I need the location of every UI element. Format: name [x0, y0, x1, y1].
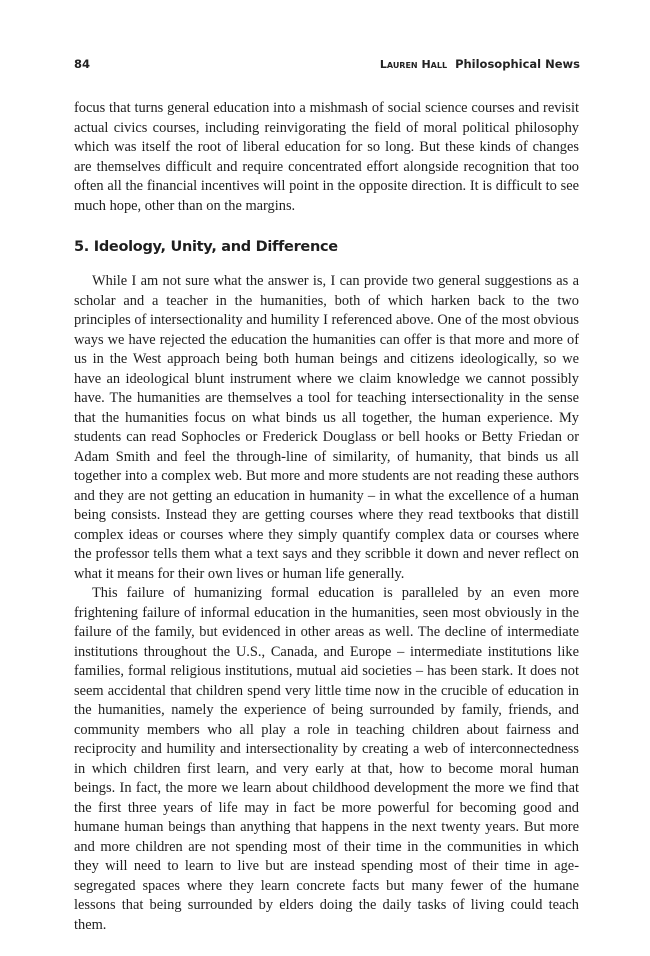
- continued-paragraph-block: [74, 99, 579, 216]
- journal-title: Philosophical News: [455, 57, 580, 71]
- body-paragraph: While I am not sure what the answer is, I can provide two general suggestions as a scholar and a teacher in the humanities, both of which harken back to the two principles of intersectionality and humility I referenced above. One of the most obvious ways we have rejected the education the humanities can offer is that more and more of us in the West approach being both human beings and citizens ideologically, so we have an ideological blunt instrument where we claim knowledge we cannot possibly have. The humanities are themselves a tool for teaching intersectionality in the sense that the humanities focus on what binds us all together, the human experience. My students can read Sophocles or Frederick Douglass or bell hooks or Betty Friedan or Adam Smith and feel the through-line of similarity, of humanity, that binds us all together into a complex web. But more and more students are not reading these authors and they are not getting an education in humanity – in what the excellence of a human being consists. Instead they are getting courses where they read textbooks that distill complex ideas or courses where they simply quantify complex data or courses where the professor tells them what a text says and they scribble it down and never reflect on what it means for their own lives or human life generally.: [74, 273, 579, 582]
- body-paragraph: focus that turns general education into a mishmash of social science courses and revisit actual civics courses, including reinvigorating the field of moral political philosophy which was itself the root of liberal education for so long. But these kinds of changes are themselves difficult and require concentrated effort alongside recognition that too often all the financial incentives will point in the opposite direction. It is difficult to see much hope, other than on the margins.: [74, 100, 579, 214]
- running-header: [74, 57, 580, 73]
- section-body: [74, 272, 579, 935]
- running-head: [380, 57, 580, 71]
- section-heading: 5. Ideology, Unity, and Difference: [74, 239, 338, 255]
- page-number: 84: [74, 57, 91, 71]
- author-name: Lauren Hall: [379, 58, 448, 71]
- body-paragraph: This failure of humanizing formal education is paralleled by an even more frightening failure of informal education in the humanities, seen most obviously in the failure of the family, but evidenced in other areas as well. The decline of intermediate institutions throughout the U.S., Canada, and Europe – intermediate institutions like families, formal religious institutions, mutual aid societies – has been stark. It does not seem accidental that children spend very little time now in the crucible of education in the humanities, namely the experience of being surrounded by family, friends, and community members who all play a role in teaching children about fairness and reciprocity and humility and intersectionality by creating a web of interconnectedness in which children first learn, and very early at that, how to become moral human beings. In fact, the more we learn about childhood development the more we find that the first three years of life may in fact be more powerful for becoming good and humane human beings than anything that happens in the next twenty years. But more and more children are not spending most of their time in the communities in which they will need to learn to live but are instead spending most of their time in age-segregated spaces where they learn concrete facts but many fewer of the humane lessons that being surrounded by elders doing the daily tasks of living could teach them.: [74, 585, 579, 933]
